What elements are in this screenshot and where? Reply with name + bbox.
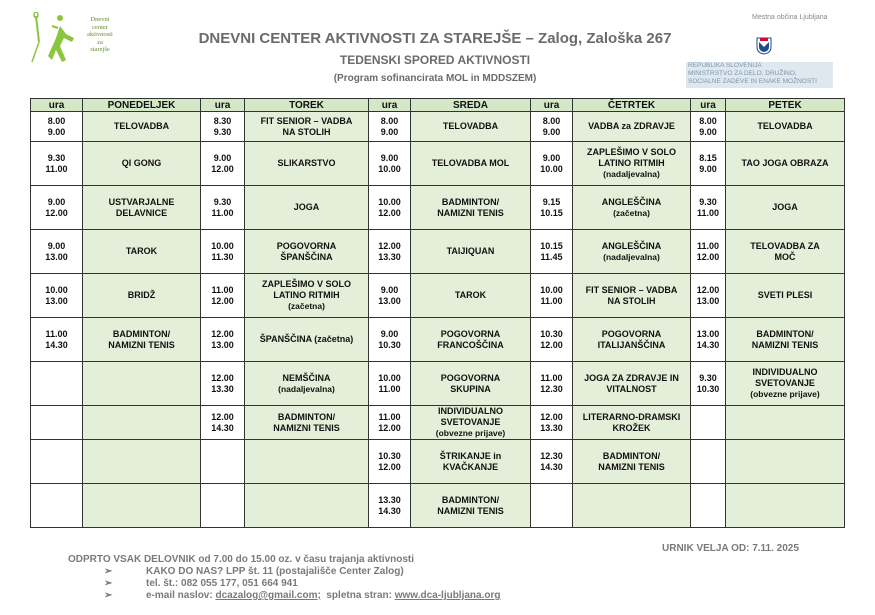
- time-cell: 10.00 11.00: [531, 274, 573, 318]
- activity-cell: VADBA za ZDRAVJE: [573, 112, 691, 142]
- activity-cell: BADMINTON/ NAMIZNI TENIS: [245, 406, 369, 440]
- activity-cell: [245, 484, 369, 528]
- time-cell: [31, 440, 83, 484]
- activity-cell: FIT SENIOR – VADBA NA STOLIH: [573, 274, 691, 318]
- activity-cell: BADMINTON/ NAMIZNI TENIS: [83, 318, 201, 362]
- schedule-row: [31, 440, 845, 484]
- time-cell: 8.00 9.00: [369, 112, 411, 142]
- activity-cell: [83, 362, 201, 406]
- activity-cell: TAO JOGA OBRAZA: [726, 142, 845, 186]
- opening-hours: ODPRTO VSAK DELOVNIK od 7.00 do 15.00 oz. v času trajanja aktivnosti: [68, 554, 415, 565]
- time-cell: [201, 440, 245, 484]
- activity-cell: [83, 440, 201, 484]
- activity-cell: [573, 484, 691, 528]
- activity-cell: [245, 440, 369, 484]
- day-column-header: TOREK: [245, 99, 369, 112]
- time-cell: 9.15 10.15: [531, 186, 573, 230]
- email-link[interactable]: dcazalog@gmail.com;: [215, 590, 321, 601]
- time-cell: [31, 484, 83, 528]
- time-cell: 9.00 10.00: [531, 142, 573, 186]
- time-cell: 8.00 9.00: [531, 112, 573, 142]
- activity-cell: BADMINTON/ NAMIZNI TENIS: [573, 440, 691, 484]
- activity-cell: ŠPANŠČINA (začetna): [245, 318, 369, 362]
- time-cell: 11.00 12.30: [531, 362, 573, 406]
- activity-cell: TAROK: [411, 274, 531, 318]
- time-cell: 10.00 12.00: [369, 186, 411, 230]
- bullet-arrow-icon: ➢: [104, 578, 113, 589]
- activity-cell: [83, 406, 201, 440]
- funding-note: (Program sofinancirata MOL in MDDSZEM): [333, 73, 537, 84]
- time-cell: 9.00 13.00: [369, 274, 411, 318]
- activity-cell: ANGLEŠČINA (začetna): [573, 186, 691, 230]
- activity-cell: TELOVADBA: [411, 112, 531, 142]
- time-cell: 13.30 14.30: [369, 484, 411, 528]
- time-cell: 9.30 11.00: [201, 186, 245, 230]
- schedule-row: [31, 186, 845, 230]
- activity-cell: ZAPLEŠIMO V SOLO LATINO RITMIH (nadaljevalna): [573, 142, 691, 186]
- time-cell: 11.00 14.30: [31, 318, 83, 362]
- day-column-header: SREDA: [411, 99, 531, 112]
- time-cell: 12.00 13.30: [201, 362, 245, 406]
- schedule-row: [31, 406, 845, 440]
- time-cell: 9.30 11.00: [31, 142, 83, 186]
- ministry-logo: REPUBLIKA SLOVENIJA MINISTRSTVO ZA DELO, DRUŽINO, SOCIALNE ZADEVE IN ENAKE MOŽNOSTI: [686, 62, 833, 88]
- activity-cell: QI GONG: [83, 142, 201, 186]
- time-cell: 10.00 11.00: [369, 362, 411, 406]
- time-cell: 9.30 11.00: [691, 186, 726, 230]
- activity-cell: TELOVADBA ZA MOČ: [726, 230, 845, 274]
- schedule-row: [31, 362, 845, 406]
- activity-cell: BADMINTON/ NAMIZNI TENIS: [411, 186, 531, 230]
- schedule-table: [30, 98, 845, 528]
- time-cell: 12.00 14.30: [201, 406, 245, 440]
- time-cell: [201, 484, 245, 528]
- time-cell: 9.00 10.00: [369, 142, 411, 186]
- activity-cell: [83, 484, 201, 528]
- activity-cell: POGOVORNA SKUPINA: [411, 362, 531, 406]
- activity-cell: [726, 484, 845, 528]
- day-column-header: PETEK: [726, 99, 845, 112]
- page-subtitle: TEDENSKI SPORED AKTIVNOSTI: [339, 53, 531, 67]
- activity-cell: POGOVORNA FRANCOŠČINA: [411, 318, 531, 362]
- coat-of-arms-icon: [756, 37, 772, 55]
- activity-cell: INDIVIDUALNO SVETOVANJE (obvezne prijave): [726, 362, 845, 406]
- activity-cell: JOGA: [726, 186, 845, 230]
- activity-cell: BRIDŽ: [83, 274, 201, 318]
- activity-cell: JOGA: [245, 186, 369, 230]
- activity-cell: POGOVORNA ŠPANŠČINA: [245, 230, 369, 274]
- time-cell: 10.30 12.00: [369, 440, 411, 484]
- activity-cell: USTVARJALNE DELAVNICE: [83, 186, 201, 230]
- time-cell: 9.30 10.30: [691, 362, 726, 406]
- time-cell: 10.00 11.30: [201, 230, 245, 274]
- time-cell: [531, 484, 573, 528]
- time-cell: 9.00 13.00: [31, 230, 83, 274]
- activity-cell: NEMŠČINA (nadaljevalna): [245, 362, 369, 406]
- phone-item: ➢ tel. št.: 082 055 177, 051 664 941: [104, 578, 298, 589]
- logo-text: Dnevni center aktivnosti za starejše: [87, 16, 113, 53]
- time-cell: 9.00 12.00: [31, 186, 83, 230]
- municipality-label: Mestna občina Ljubljana: [752, 14, 828, 21]
- bullet-arrow-icon: ➢: [104, 590, 113, 601]
- time-column-header: ura: [531, 99, 573, 112]
- activity-cell: TAROK: [83, 230, 201, 274]
- tennis-player-icon: [32, 12, 74, 62]
- time-cell: 11.00 12.00: [691, 230, 726, 274]
- activity-cell: JOGA ZA ZDRAVJE IN VITALNOST: [573, 362, 691, 406]
- valid-from-note: URNIK VELJA OD: 7.11. 2025: [662, 543, 799, 554]
- time-cell: 12.00 13.30: [531, 406, 573, 440]
- activity-cell: POGOVORNA ITALIJANŠČINA: [573, 318, 691, 362]
- activity-cell: SLIKARSTVO: [245, 142, 369, 186]
- activity-cell: TELOVADBA MOL: [411, 142, 531, 186]
- footer-info: [68, 554, 501, 602]
- schedule-header-row: [31, 99, 845, 112]
- time-cell: [691, 406, 726, 440]
- activity-cell: INDIVIDUALNO SVETOVANJE (obvezne prijave): [411, 406, 531, 440]
- activity-cell: FIT SENIOR – VADBA NA STOLIH: [245, 112, 369, 142]
- activity-cell: ŠTRIKANJE in KVAČKANJE: [411, 440, 531, 484]
- activity-cell: ANGLEŠČINA (nadaljevalna): [573, 230, 691, 274]
- time-column-header: ura: [369, 99, 411, 112]
- schedule-row: [31, 318, 845, 362]
- activity-cell: [726, 406, 845, 440]
- schedule-row: [31, 142, 845, 186]
- time-cell: 10.30 12.00: [531, 318, 573, 362]
- time-cell: 8.15 9.00: [691, 142, 726, 186]
- time-cell: 8.00 9.00: [691, 112, 726, 142]
- activity-cell: ZAPLEŠIMO V SOLO LATINO RITMIH (začetna): [245, 274, 369, 318]
- time-cell: 8.00 9.00: [31, 112, 83, 142]
- time-column-header: ura: [201, 99, 245, 112]
- day-column-header: ČETRTEK: [573, 99, 691, 112]
- bullet-arrow-icon: ➢: [104, 566, 113, 577]
- activity-cell: BADMINTON/ NAMIZNI TENIS: [726, 318, 845, 362]
- time-cell: [691, 484, 726, 528]
- activity-cell: LITERARNO-DRAMSKI KROŽEK: [573, 406, 691, 440]
- time-cell: 13.00 14.30: [691, 318, 726, 362]
- time-cell: 12.00 13.00: [201, 318, 245, 362]
- activity-cell: TAIJIQUAN: [411, 230, 531, 274]
- time-cell: 8.30 9.30: [201, 112, 245, 142]
- contact-item: ➢ e-mail naslov: dcazalog@gmail.com; spletna stran: www.dca-ljubljana.org: [104, 590, 501, 601]
- schedule-row: [31, 274, 845, 318]
- page-header: [175, 30, 695, 84]
- time-cell: [31, 362, 83, 406]
- time-cell: [691, 440, 726, 484]
- schedule-row: [31, 484, 845, 528]
- time-cell: 9.00 10.30: [369, 318, 411, 362]
- time-cell: 12.00 13.30: [369, 230, 411, 274]
- time-cell: 10.00 13.00: [31, 274, 83, 318]
- time-cell: 9.00 12.00: [201, 142, 245, 186]
- time-cell: 11.00 12.00: [369, 406, 411, 440]
- day-column-header: PONEDELJEK: [83, 99, 201, 112]
- activity-cell: TELOVADBA: [726, 112, 845, 142]
- time-cell: 11.00 12.00: [201, 274, 245, 318]
- schedule-row: [31, 112, 845, 142]
- schedule-row: [31, 230, 845, 274]
- time-cell: 12.30 14.30: [531, 440, 573, 484]
- activity-cell: SVETI PLESI: [726, 274, 845, 318]
- time-cell: [31, 406, 83, 440]
- time-column-header: ura: [31, 99, 83, 112]
- activity-cell: BADMINTON/ NAMIZNI TENIS: [411, 484, 531, 528]
- activity-cell: [726, 440, 845, 484]
- website-link[interactable]: www.dca-ljubljana.org: [394, 590, 501, 601]
- activity-cell: TELOVADBA: [83, 112, 201, 142]
- time-column-header: ura: [691, 99, 726, 112]
- directions-item: ➢ KAKO DO NAS? LPP št. 11 (postajališče Center Zalog): [104, 566, 404, 577]
- page-title: DNEVNI CENTER AKTIVNOSTI ZA STAREJŠE – Zalog, Zaloška 267: [198, 30, 672, 47]
- time-cell: 10.15 11.45: [531, 230, 573, 274]
- time-cell: 12.00 13.00: [691, 274, 726, 318]
